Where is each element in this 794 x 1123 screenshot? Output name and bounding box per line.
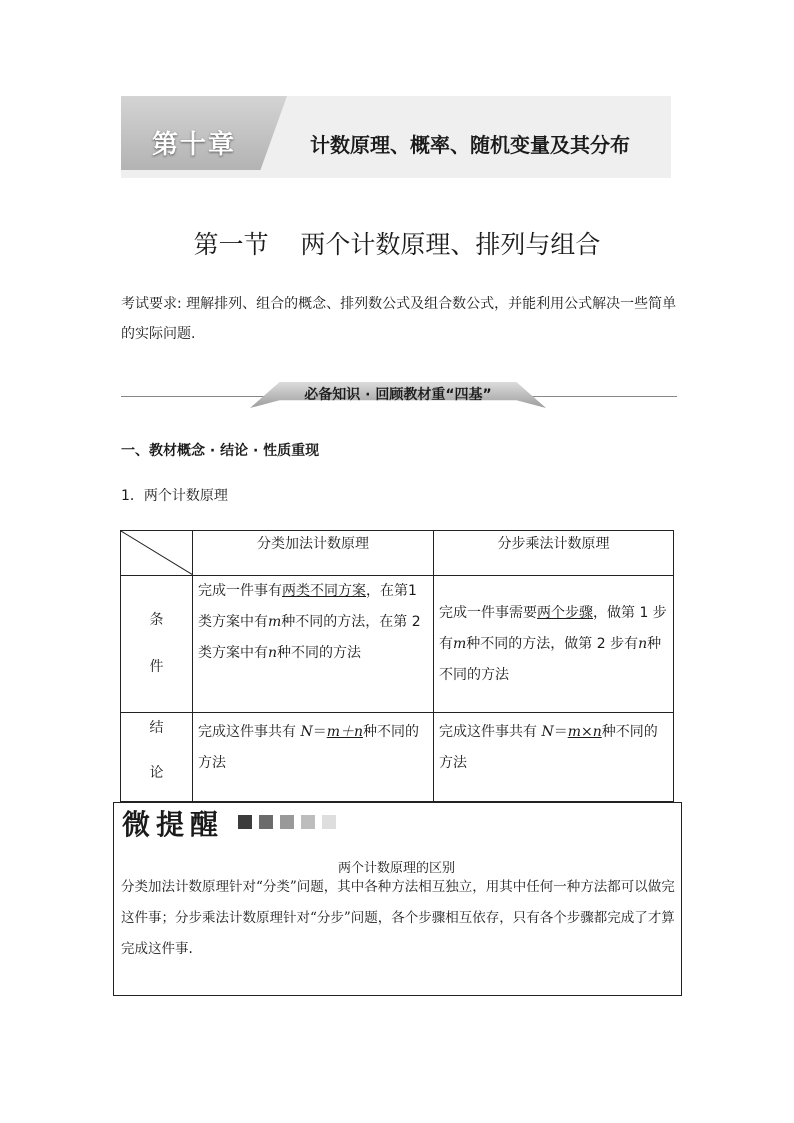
cell-multiplication-conclusion [434,713,674,802]
var-n: n [268,645,278,661]
row-head-char: 结 [149,720,164,736]
row-head-char: 论 [149,765,164,781]
header-multiplication-principle: 分步乘法计数原理 [434,531,674,576]
text: 完成一件事有 [198,583,282,599]
tip-subtitle: 两个计数原理的区别 [337,861,455,876]
cell-multiplication-condition [434,576,674,713]
text: 完成这件事共有 [198,724,301,740]
formula-product: m×n [567,724,602,740]
heading-concepts: 一、教材概念 · 结论 · 性质重现 [121,443,320,459]
exam-requirement: 考试要求: 理解排列、组合的概念、排列数公式及组合数公式，并能利用公式解决一些简单的实际问题. [121,296,677,342]
underlined-text: 两个步骤 [537,604,593,621]
decor-square [238,815,252,829]
row-head-condition [121,576,193,713]
header-addition-principle: 分类加法计数原理 [193,531,434,576]
equals: ＝ [553,724,568,740]
decor-square [259,815,273,829]
chapter-title: 计数原理、概率、随机变量及其分布 [310,133,630,157]
text: 种不同的方法 [198,724,419,771]
tip-body: 分类加法计数原理针对“分类”问题，其中各种方法相互独立，用其中任何一种方法都可以做完这件事；分步乘法计数原理针对“分步”问题，各个步骤相互依存，只有各个步骤都完成了才算完成这件事. [121,879,675,957]
decor-square [301,815,315,829]
text: 种不同的方法，在第 2 类方案中有 [198,614,421,661]
text: ，做第 1 步有 [439,604,667,652]
decor-square [322,815,336,829]
divider-line-right [526,396,677,397]
text: ，在第1类方案中有 [198,583,417,630]
formula-sum: m＋n [326,724,363,740]
principle-table [120,530,673,802]
row-head-char: 件 [149,659,164,675]
text: 完成这件事共有 [439,724,542,740]
var-m: m [268,614,282,630]
cell-addition-conclusion [193,713,434,802]
equals: ＝ [312,724,327,740]
section-title: 第一节 两个计数原理、排列与组合 [193,230,601,259]
text: 种不同的方法 [439,724,658,771]
row-head-char: 条 [149,612,164,628]
table-corner [121,531,193,576]
tip-heading: 微提醒 [122,808,225,841]
var-N: N [300,724,313,740]
diagonal-line [121,531,193,575]
text: 种不同的方法，做第 2 步有 [466,635,639,652]
var-m: m [453,635,467,652]
divider-text: 必备知识 · 回顾教材重“四基” [304,387,492,403]
underlined-text: 两类不同方案 [282,583,366,599]
heading-two-principles: 1．两个计数原理 [121,488,228,504]
text: 种不同的方法 [277,645,362,661]
chapter-label: 第十章 [152,130,237,160]
text: 种不同的方法 [439,635,662,683]
cell-addition-condition [193,576,434,713]
var-N: N [541,724,554,740]
decor-square [280,815,294,829]
text: 完成一件事需要 [439,604,537,621]
row-head-conclusion [121,713,193,802]
var-n: n [638,635,648,652]
